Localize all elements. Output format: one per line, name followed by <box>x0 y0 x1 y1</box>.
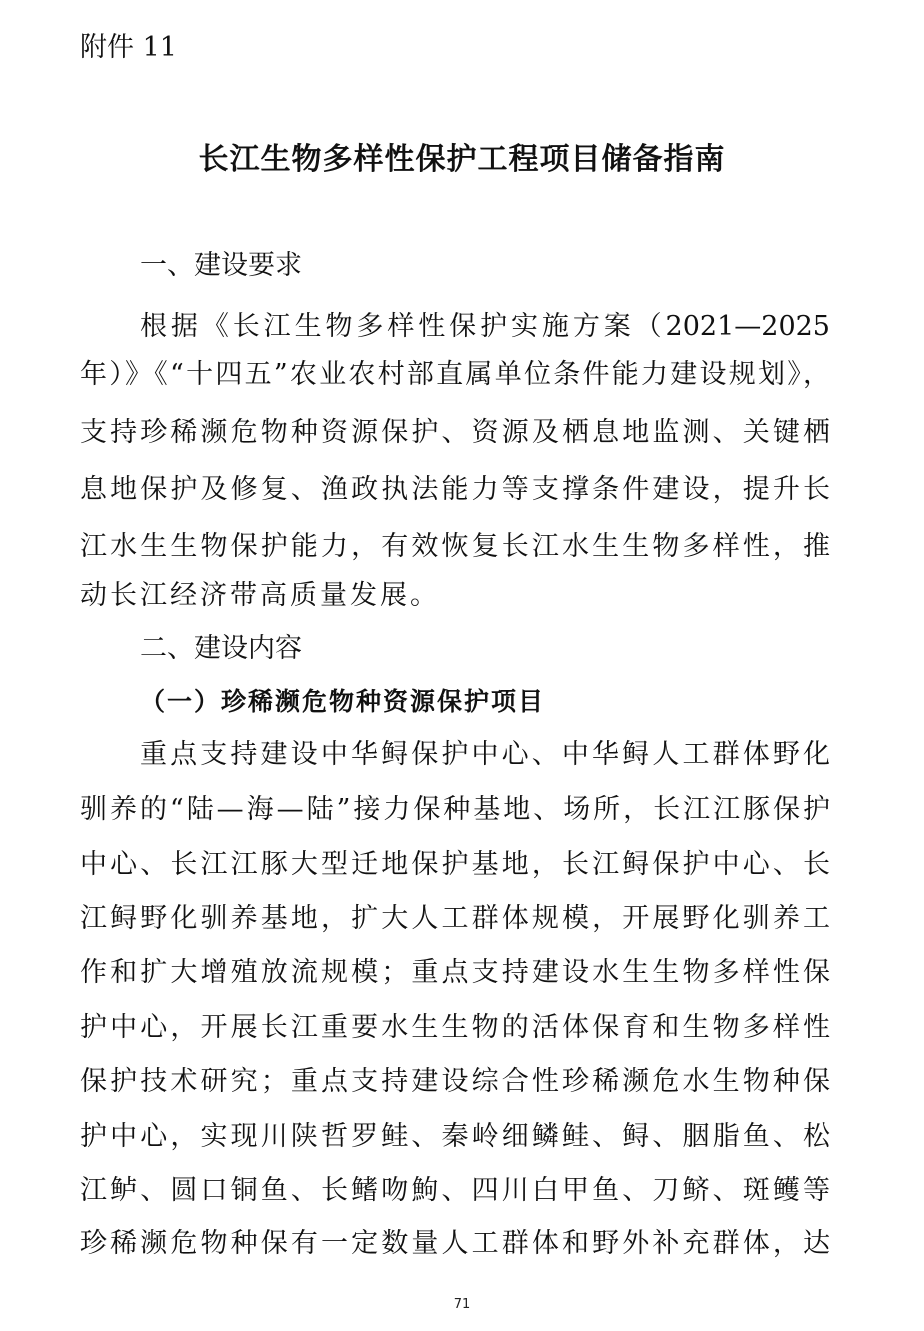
paragraph-line: 保护技术研究；重点支持建设综合性珍稀濒危水生物种保 <box>80 1066 830 1097</box>
paragraph-line: 江水生生物保护能力，有效恢复长江水生生物多样性，推 <box>80 531 830 562</box>
paragraph-line: 根据《长江生物多样性保护实施方案（2021—2025 <box>140 311 830 342</box>
attachment-label: 附件 11 <box>80 32 177 63</box>
paragraph-line: 年）》《“十四五”农业农村部直属单位条件能力建设规划》， <box>80 359 830 390</box>
paragraph-line: 息地保护及修复、渔政执法能力等支撑条件建设，提升长 <box>80 474 830 505</box>
paragraph-line: 驯养的“陆—海—陆”接力保种基地、场所，长江江豚保护 <box>80 794 830 825</box>
paragraph-line-last: 动长江经济带高质量发展。 <box>80 580 440 611</box>
page-number: 71 <box>453 1297 471 1312</box>
paragraph-line: 重点支持建设中华鲟保护中心、中华鲟人工群体野化 <box>140 739 830 770</box>
paragraph-line: 护中心，开展长江重要水生生物的活体保育和生物多样性 <box>80 1012 830 1043</box>
document-title: 长江生物多样性保护工程项目储备指南 <box>198 142 726 177</box>
paragraph-line: 护中心，实现川陕哲罗鲑、秦岭细鳞鲑、鲟、胭脂鱼、松 <box>80 1121 830 1152</box>
subsection-heading: （一）珍稀濒危物种资源保护项目 <box>140 687 546 716</box>
section-heading-requirements: 一、建设要求 <box>140 250 302 281</box>
paragraph-line: 中心、长江江豚大型迁地保护基地，长江鲟保护中心、长 <box>80 849 830 880</box>
paragraph-line: 作和扩大增殖放流规模；重点支持建设水生生物多样性保 <box>80 957 830 988</box>
paragraph-line: 珍稀濒危物种保有一定数量人工群体和野外补充群体，达 <box>80 1228 830 1259</box>
paragraph-line: 江鲈、圆口铜鱼、长鳍吻鮈、四川白甲鱼、刀鲚、斑鳠等 <box>80 1175 830 1206</box>
paragraph-line: 江鲟野化驯养基地，扩大人工群体规模，开展野化驯养工 <box>80 903 830 934</box>
section-heading-content: 二、建设内容 <box>140 633 302 664</box>
paragraph-line: 支持珍稀濒危物种资源保护、资源及栖息地监测、关键栖 <box>80 417 830 448</box>
